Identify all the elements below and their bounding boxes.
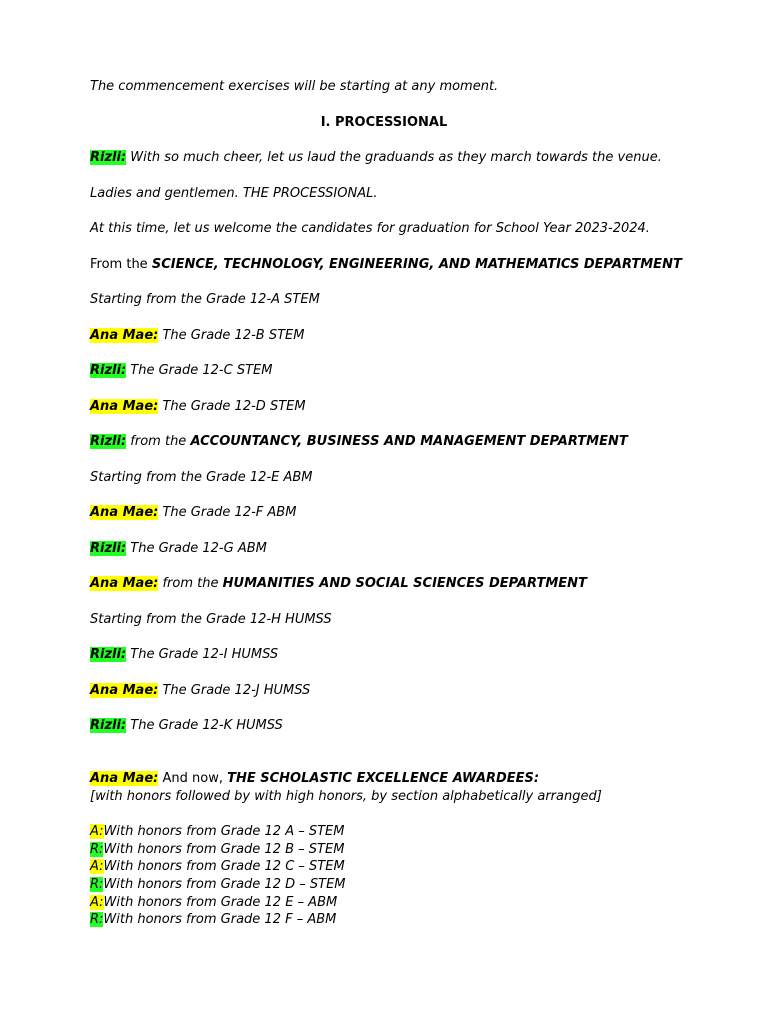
section-heading: I. PROCESSIONAL [320,115,448,130]
script-line-start-12e: Starting from the Grade 12-E ABM [90,470,313,485]
script-line-start-12a: Starting from the Grade 12-A STEM [90,292,320,307]
speaker-ana-mae: Ana Mae: [90,328,159,343]
honors-line-a: A:With honors from Grade 12 A – STEM [90,824,345,839]
speaker-ana-mae: Ana Mae: [90,771,159,786]
speaker-ana-mae: Ana Mae: [90,505,159,520]
script-line-processional: Ladies and gentlemen. THE PROCESSIONAL. [90,186,378,201]
script-line-12c: Rizli: The Grade 12-C STEM [90,363,273,378]
stage-note: [with honors followed by with high honors, by section alphabetically arranged] [90,789,602,804]
script-line-12g: Rizli: The Grade 12-G ABM [90,541,267,556]
script-line-welcome: At this time, let us welcome the candidates for graduation for School Year 2023-2024. [90,221,650,236]
speaker-a: A: [90,895,104,910]
speaker-rizli: Rizli: [90,150,127,165]
speaker-ana-mae: Ana Mae: [90,576,159,591]
honors-line-d: R:With honors from Grade 12 D – STEM [90,877,346,892]
department-name: HUMANITIES AND SOCIAL SCIENCES DEPARTMENT [222,576,587,591]
honors-line-c: A:With honors from Grade 12 C – STEM [90,859,345,874]
honors-line-f: R:With honors from Grade 12 F – ABM [90,912,337,927]
department-name: SCIENCE, TECHNOLOGY, ENGINEERING, AND MATHEMATICS DEPARTMENT [151,257,682,272]
script-line-abm-dept: Rizli: from the ACCOUNTANCY, BUSINESS AND MANAGEMENT DEPARTMENT [90,434,628,449]
script-line-12i: Rizli: The Grade 12-I HUMSS [90,647,279,662]
script-line-12j: Ana Mae: The Grade 12-J HUMSS [90,683,311,698]
speaker-r: R: [90,877,104,892]
script-line-12b: Ana Mae: The Grade 12-B STEM [90,328,305,343]
script-line-stem-dept: From the SCIENCE, TECHNOLOGY, ENGINEERING, AND MATHEMATICS DEPARTMENT [90,257,682,272]
department-name: ACCOUNTANCY, BUSINESS AND MANAGEMENT DEPARTMENT [190,434,628,449]
speaker-ana-mae: Ana Mae: [90,683,159,698]
speaker-ana-mae: Ana Mae: [90,399,159,414]
speaker-rizli: Rizli: [90,434,127,449]
script-line-rizli-laud: Rizli: With so much cheer, let us laud the graduands as they march towards the venue. [90,150,662,165]
script-line-12d: Ana Mae: The Grade 12-D STEM [90,399,306,414]
speaker-a: A: [90,859,104,874]
awardees-heading: THE SCHOLASTIC EXCELLENCE AWARDEES: [227,771,540,786]
speaker-a: A: [90,824,104,839]
honors-line-e: A:With honors from Grade 12 E – ABM [90,895,338,910]
script-line-awardees: Ana Mae: And now, THE SCHOLASTIC EXCELLENCE AWARDEES: [90,771,540,786]
speaker-rizli: Rizli: [90,363,127,378]
speaker-rizli: Rizli: [90,647,127,662]
script-line-12f: Ana Mae: The Grade 12-F ABM [90,505,297,520]
speaker-r: R: [90,842,104,857]
speaker-rizli: Rizli: [90,541,127,556]
speaker-r: R: [90,912,104,927]
intro-line: The commencement exercises will be starting at any moment. [90,79,499,94]
script-line-12k: Rizli: The Grade 12-K HUMSS [90,718,283,733]
honors-line-b: R:With honors from Grade 12 B – STEM [90,842,345,857]
speaker-rizli: Rizli: [90,718,127,733]
script-line-humss-dept: Ana Mae: from the HUMANITIES AND SOCIAL SCIENCES DEPARTMENT [90,576,587,591]
script-line-start-12h: Starting from the Grade 12-H HUMSS [90,612,332,627]
